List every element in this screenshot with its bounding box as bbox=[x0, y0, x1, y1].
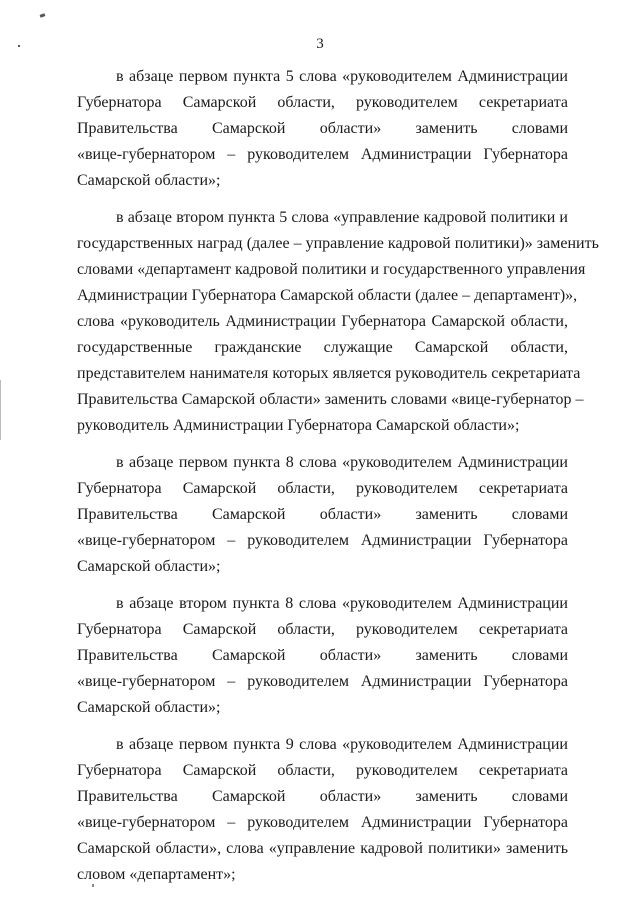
page-number: 3 bbox=[316, 36, 324, 52]
text-line: в абзаце первом пункта 9 слова «руководителем Администрации bbox=[116, 736, 568, 753]
text-line: государственные гражданские служащие Самарской области, bbox=[77, 339, 568, 356]
text-line: Правительства Самарской области» заменить словами bbox=[77, 647, 568, 664]
text-line: представителем нанимателя которых является руководитель секретариата bbox=[77, 365, 581, 382]
text-line: Самарской области»; bbox=[77, 558, 221, 575]
paragraph bbox=[77, 64, 568, 194]
paragraph bbox=[77, 732, 568, 888]
text-line: руководитель Администрации Губернатора Самарской области»; bbox=[77, 417, 520, 434]
text-line: слова «руководитель Администрации Губернатора Самарской области, bbox=[77, 313, 568, 330]
text-line: «вице-губернатором – руководителем Администрации Губернатора bbox=[77, 673, 568, 690]
text-line: в абзаце втором пункта 8 слова «руководителем Администрации bbox=[116, 595, 568, 612]
text-line: Губернатора Самарской области, руководителем секретариата bbox=[77, 480, 568, 497]
text-line: «вице-губернатором – руководителем Администрации Губернатора bbox=[77, 532, 568, 549]
text-line: Губернатора Самарской области, руководителем секретариата bbox=[77, 762, 568, 779]
text-line: Администрации Губернатора Самарской области (далее – департамент)», bbox=[77, 287, 578, 304]
text-line: «вице-губернатором – руководителем Администрации Губернатора bbox=[77, 814, 568, 831]
paragraph bbox=[77, 205, 599, 439]
text-line: Самарской области»; bbox=[77, 172, 221, 189]
text-line: Правительства Самарской области» заменить словами bbox=[77, 788, 568, 805]
text-line: Самарской области»; bbox=[77, 699, 221, 716]
text-line: государственных наград (далее – управление кадровой политики)» заменить bbox=[77, 235, 599, 252]
text-line: Правительства Самарской области» заменить словами «вице-губернатор – bbox=[77, 391, 584, 408]
paragraph bbox=[77, 450, 568, 580]
scan-speck bbox=[40, 13, 46, 18]
text-line: Губернатора Самарской области, руководителем секретариата bbox=[77, 621, 568, 638]
text-line: Правительства Самарской области» заменить словами bbox=[77, 120, 568, 137]
text-line: словом «департамент»; bbox=[77, 866, 236, 883]
paragraph bbox=[77, 591, 568, 721]
scan-speck bbox=[0, 380, 1, 440]
document-body bbox=[77, 64, 599, 899]
text-line: «вице-губернатором – руководителем Администрации Губернатора bbox=[77, 146, 568, 163]
text-line: Самарской области», слова «управление кадровой политики» заменить bbox=[77, 840, 568, 857]
text-line: Правительства Самарской области» заменить словами bbox=[77, 506, 568, 523]
text-line: в абзаце втором пункта 5 слова «управление кадровой политики и bbox=[116, 209, 568, 226]
text-line: словами «департамент кадровой политики и государственного управления bbox=[77, 261, 586, 278]
text-line: в абзаце первом пункта 8 слова «руководителем Администрации bbox=[116, 454, 568, 471]
text-line: в абзаце первом пункта 5 слова «руководителем Администрации bbox=[116, 68, 568, 85]
text-line: Губернатора Самарской области, руководителем секретариата bbox=[77, 94, 568, 111]
